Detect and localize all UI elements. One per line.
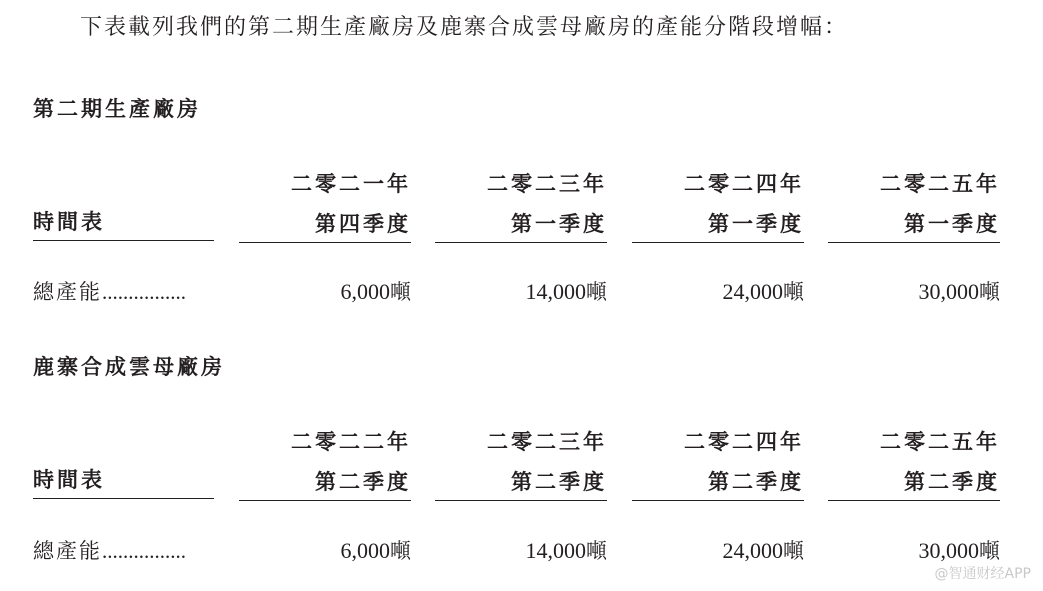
capacity-value: 30,000 — [918, 279, 979, 304]
column-header — [828, 428, 1000, 501]
column-quarter: 第一季度 — [435, 210, 607, 243]
capacity-cell — [828, 276, 1000, 306]
column-header — [828, 170, 1000, 243]
capacity-cell — [435, 535, 607, 565]
column-header — [632, 428, 804, 501]
unit: 噸 — [390, 280, 411, 304]
row-label — [33, 535, 186, 565]
capacity-cell — [435, 276, 607, 306]
column-header — [239, 170, 411, 243]
dot-leader: ................ — [102, 280, 186, 304]
unit: 噸 — [979, 539, 1000, 563]
unit: 噸 — [783, 539, 804, 563]
capacity-value: 6,000 — [340, 538, 390, 563]
intro-text: 下表載列我們的第二期生產廠房及鹿寨合成雲母廠房的產能分階段增幅： — [80, 15, 849, 40]
unit: 噸 — [586, 280, 607, 304]
column-header — [435, 170, 607, 243]
column-quarter: 第二季度 — [435, 468, 607, 501]
dot-leader: ................ — [102, 539, 186, 563]
timeline-label: 時間表 — [33, 206, 214, 241]
unit: 噸 — [390, 539, 411, 563]
column-quarter: 第四季度 — [239, 210, 411, 243]
column-quarter: 第一季度 — [632, 210, 804, 243]
column-year: 二零二四年 — [684, 172, 804, 196]
section-title: 鹿寨合成雲母廠房 — [33, 355, 225, 379]
capacity-cell — [239, 535, 411, 565]
capacity-value: 24,000 — [722, 538, 783, 563]
row-label — [33, 276, 186, 306]
capacity-cell — [632, 276, 804, 306]
row-label-text: 總產能 — [33, 280, 102, 304]
capacity-value: 14,000 — [525, 538, 586, 563]
column-quarter: 第一季度 — [828, 210, 1000, 243]
watermark: @智通财经APP — [934, 566, 1031, 582]
column-year: 二零二四年 — [684, 430, 804, 454]
column-quarter: 第二季度 — [239, 468, 411, 501]
column-year: 二零二二年 — [291, 430, 411, 454]
timeline-label: 時間表 — [33, 464, 214, 499]
row-label-text: 總產能 — [33, 539, 102, 563]
column-quarter: 第二季度 — [632, 468, 804, 501]
capacity-cell — [632, 535, 804, 565]
capacity-value: 14,000 — [525, 279, 586, 304]
column-year: 二零二一年 — [291, 172, 411, 196]
column-header — [239, 428, 411, 501]
capacity-cell — [239, 276, 411, 306]
capacity-value: 24,000 — [722, 279, 783, 304]
column-header — [435, 428, 607, 501]
section-title: 第二期生產廠房 — [33, 97, 201, 121]
column-year: 二零二三年 — [487, 430, 607, 454]
unit: 噸 — [979, 280, 1000, 304]
capacity-value: 30,000 — [918, 538, 979, 563]
column-year: 二零二三年 — [487, 172, 607, 196]
column-header — [632, 170, 804, 243]
unit: 噸 — [783, 280, 804, 304]
capacity-value: 6,000 — [340, 279, 390, 304]
capacity-cell — [828, 535, 1000, 565]
column-year: 二零二五年 — [880, 430, 1000, 454]
unit: 噸 — [586, 539, 607, 563]
column-year: 二零二五年 — [880, 172, 1000, 196]
column-quarter: 第二季度 — [828, 468, 1000, 501]
